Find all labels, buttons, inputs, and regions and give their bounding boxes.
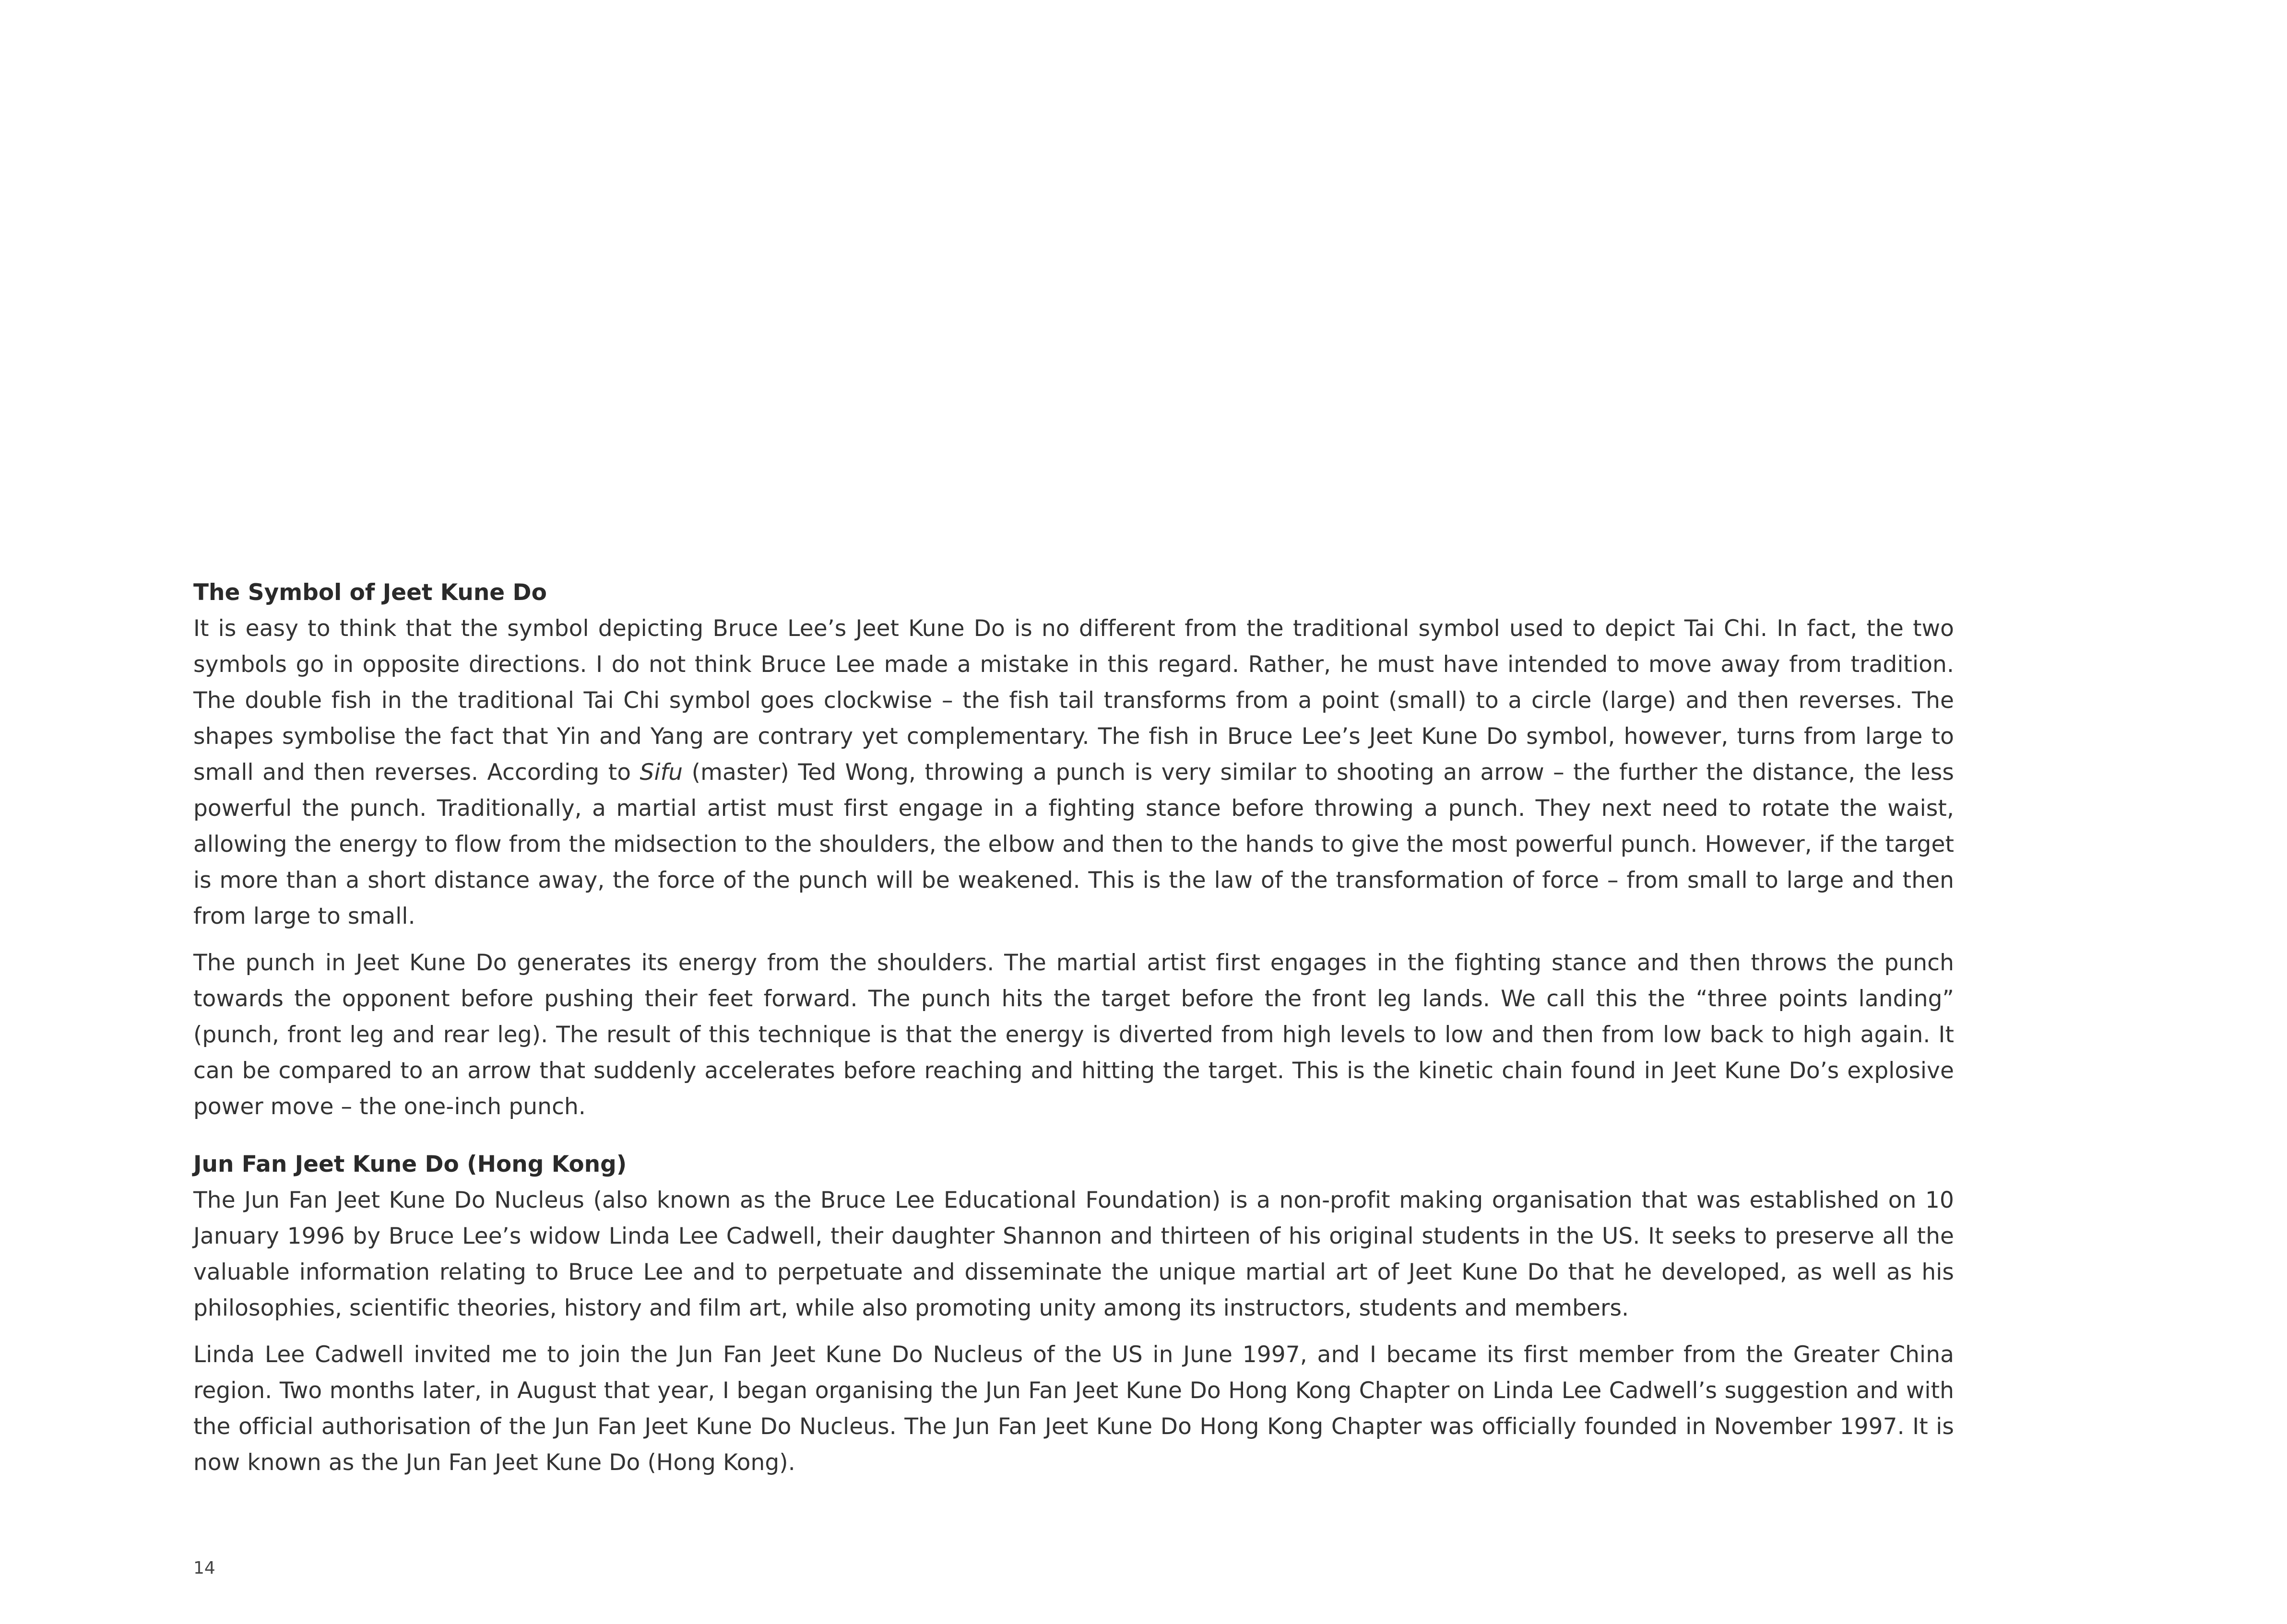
italic-term-sifu: Sifu xyxy=(640,759,683,786)
paragraph-symbol-2: The punch in Jeet Kune Do generates its energy from the shoulders. The martial artist first engages in the fighting stance and then throws the punch towards the opponent before pushing their feet forward. The punch hits the target before the front leg lands. We call this the “three points landing” (punch, front leg and rear leg). The result of this technique is that the energy is diverted from high levels to low and then from low back to high again. It can be compared to an arrow that suddenly accelerates before reaching and hitting the target. This is the kinetic chain found in Jeet Kune Do’s explosive power move – the one-inch punch. xyxy=(193,950,1954,1120)
section-heading-symbol: The Symbol of Jeet Kune Do xyxy=(193,579,547,606)
page-number: 14 xyxy=(193,1558,215,1578)
page-body xyxy=(193,575,1954,1481)
section-heading-jun-fan: Jun Fan Jeet Kune Do (Hong Kong) xyxy=(193,1151,627,1177)
paragraph-text: It is easy to think that the symbol depicting Bruce Lee’s Jeet Kune Do is no different from the traditional symbol used to depict Tai Chi. In fact, the two symbols go in opposite directions. I do not think Bruce Lee made a mistake in this regard. Rather, he must have intended to move away from tradition. The double fish in the traditional Tai Chi symbol goes clockwise – the fish tail transforms from a point (small) to a circle (large) and then reverses. The shapes symbolise the fact that Yin and Yang are contrary yet complementary. The fish in Bruce Lee’s Jeet Kune Do symbol, however, turns from large to small and then reverses. According to xyxy=(193,615,1954,786)
paragraph-jun-fan-1: The Jun Fan Jeet Kune Do Nucleus (also known as the Bruce Lee Educational Foundation) is a non-profit making organisation that was established on 10 January 1996 by Bruce Lee’s widow Linda Lee Cadwell, their daughter Shannon and thirteen of his original students in the US. It seeks to preserve all the valuable information relating to Bruce Lee and to perpetuate and disseminate the unique martial art of Jeet Kune Do that he developed, as well as his philosophies, scientific theories, history and film art, while also promoting unity among its instructors, students and members. xyxy=(193,1187,1954,1321)
paragraph-text: (master) Ted Wong, throwing a punch is very similar to shooting an arrow – the further the distance, the less powerful the punch. Traditionally, a martial artist must first engage in a fighting stance before throwing a punch. They next need to rotate the waist, allowing the energy to flow from the midsection to the shoulders, the elbow and then to the hands to give the most powerful punch. However, if the target is more than a short distance away, the force of the punch will be weakened. This is the law of the transformation of force – from small to large and then from large to small. xyxy=(193,759,1954,930)
paragraph-symbol-1 xyxy=(193,611,1954,934)
paragraph-jun-fan-2: Linda Lee Cadwell invited me to join the Jun Fan Jeet Kune Do Nucleus of the US in June 1997, and I became its first member from the Greater China region. Two months later, in August that year, I began organising the Jun Fan Jeet Kune Do Hong Kong Chapter on Linda Lee Cadwell’s suggestion and with the official authorisation of the Jun Fan Jeet Kune Do Nucleus. The Jun Fan Jeet Kune Do Hong Kong Chapter was officially founded in November 1997. It is now known as the Jun Fan Jeet Kune Do (Hong Kong). xyxy=(193,1342,1954,1476)
